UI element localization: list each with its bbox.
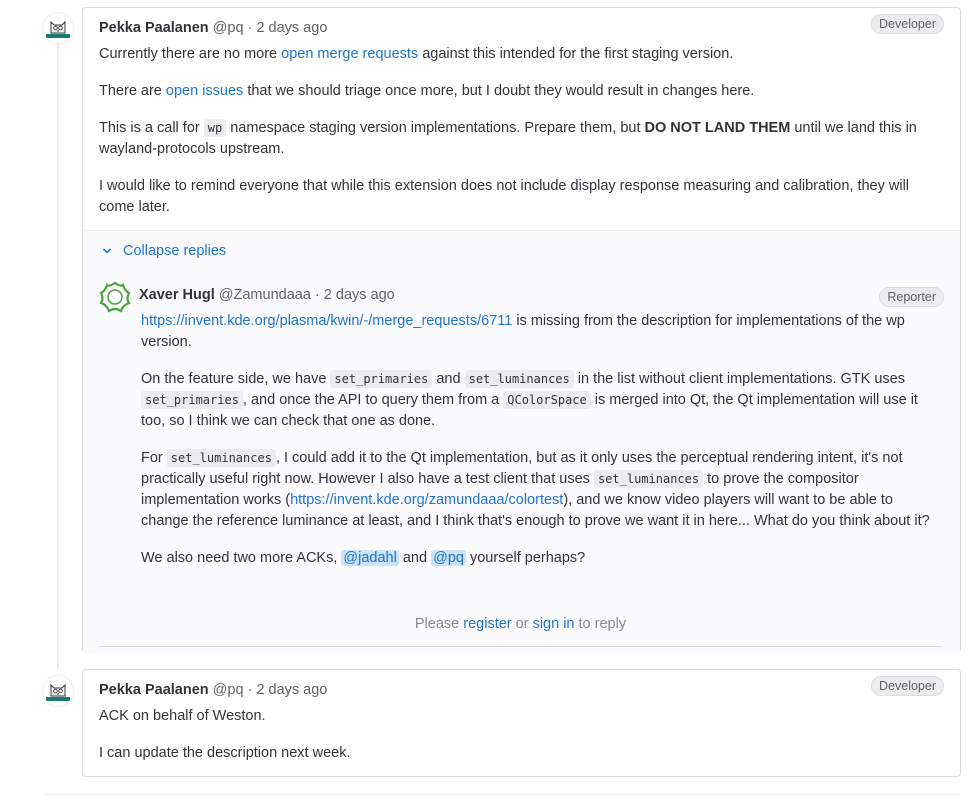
text: Currently there are no more (99, 46, 282, 62)
role-badge: Reporter (879, 287, 944, 307)
inline-code: QColorSpace (503, 391, 590, 409)
cat-avatar-icon (43, 676, 73, 706)
note-body (99, 706, 944, 780)
open-issues-link[interactable]: open issues (165, 83, 244, 99)
text: There are (99, 83, 166, 99)
user-mention[interactable]: @pq (433, 550, 464, 566)
separator: · (247, 682, 253, 698)
timestamp[interactable]: 2 days ago (256, 20, 328, 36)
author-handle[interactable]: @pq (212, 20, 244, 36)
sign-in-link[interactable]: sign in (532, 616, 575, 632)
paragraph (141, 311, 944, 353)
author-name[interactable]: Pekka Paalanen (99, 682, 209, 698)
colortest-link[interactable]: https://invent.kde.org/zamundaaa/colortest (290, 492, 564, 508)
text: namespace staging version implementations. Prepare them, but (226, 120, 645, 136)
note-card (82, 669, 961, 777)
paragraph (99, 81, 944, 102)
chevron-down-icon (101, 245, 113, 257)
reply-avatar[interactable] (99, 281, 131, 313)
paragraph (141, 548, 944, 569)
timeline-line (57, 40, 59, 670)
text: , I could add it to the Qt implementation, but as it only uses the perceptual rendering intent, it's not practically useful right now. However I also have a test client that uses (141, 450, 903, 487)
role-badge: Developer (871, 14, 944, 34)
replies-section (83, 230, 960, 653)
note-card (82, 7, 961, 653)
cat-avatar-icon (43, 13, 73, 43)
register-link[interactable]: register (463, 616, 512, 632)
paragraph: ACK on behalf of Weston. (99, 708, 266, 724)
reply-header (139, 287, 395, 303)
user-avatar[interactable] (42, 12, 74, 44)
reply-body (141, 311, 944, 585)
author-handle[interactable]: @Zamundaaa (218, 287, 311, 303)
text: against this intended for the first staging version. (418, 46, 734, 62)
paragraph (141, 369, 944, 432)
paragraph: I would like to remind everyone that while this extension does not include display response measuring and calibration, they will come later. (99, 178, 910, 215)
text: and (432, 371, 465, 387)
text: to reply (574, 616, 627, 632)
reply-prompt (99, 616, 942, 647)
user-avatar[interactable] (42, 675, 74, 707)
text: For (141, 450, 167, 466)
timestamp[interactable]: 2 days ago (323, 287, 395, 303)
paragraph: I can update the description next week. (99, 745, 351, 761)
collapse-replies-button[interactable] (101, 243, 226, 259)
text: or (511, 616, 533, 632)
timestamp[interactable]: 2 days ago (256, 682, 328, 698)
note-header (99, 20, 327, 36)
text: to prove the compositor implementation works ( (141, 471, 859, 508)
text: ), and we know video players will want to be able to change the reference luminance at least, and I think that's enough to prove we want it in here... What do you think about it? (141, 492, 930, 529)
inline-code: set_primaries (141, 391, 243, 409)
inline-code: wp (204, 119, 226, 137)
user-mention[interactable]: @jadahl (343, 550, 397, 566)
inline-code: set_luminances (465, 370, 574, 388)
text: yourself perhaps? (465, 550, 586, 566)
note-body (99, 44, 944, 234)
inline-code: set_luminances (594, 470, 703, 488)
role-badge: Developer (871, 676, 944, 696)
merge-request-link[interactable]: https://invent.kde.org/plasma/kwin/-/merge_requests/6711 (141, 313, 513, 329)
bold-text: DO NOT LAND THEM (644, 120, 791, 136)
text: and (398, 550, 432, 566)
text: On the feature side, we have (141, 371, 331, 387)
paragraph (99, 44, 944, 65)
inline-code: set_luminances (167, 449, 276, 467)
flower-avatar-icon (99, 281, 131, 313)
text: , and once the API to query them from a (242, 392, 504, 408)
note-header (99, 682, 327, 698)
collapse-replies-label: Collapse replies (123, 243, 227, 259)
text: Please (414, 616, 464, 632)
text: We also need two more ACKs, (141, 550, 342, 566)
separator: · (314, 287, 320, 303)
divider (44, 794, 961, 795)
text: that we should triage once more, but I doubt they would result in changes here. (243, 83, 755, 99)
text: in the list without client implementations. GTK uses (573, 371, 905, 387)
text: until we land this in wayland-protocols upstream. (99, 120, 917, 157)
open-merge-requests-link[interactable]: open merge requests (281, 46, 419, 62)
text: This is a call for (99, 120, 204, 136)
text: is merged into Qt, the Qt implementation will use it too, so I think we can check that one as done. (141, 392, 918, 429)
author-name[interactable]: Pekka Paalanen (99, 20, 209, 36)
paragraph (99, 118, 944, 160)
separator: · (247, 20, 253, 36)
paragraph (141, 448, 944, 532)
author-handle[interactable]: @pq (212, 682, 244, 698)
inline-code: set_primaries (330, 370, 432, 388)
text: is missing from the description for implementations of the wp version. (141, 313, 905, 350)
author-name[interactable]: Xaver Hugl (139, 287, 215, 303)
